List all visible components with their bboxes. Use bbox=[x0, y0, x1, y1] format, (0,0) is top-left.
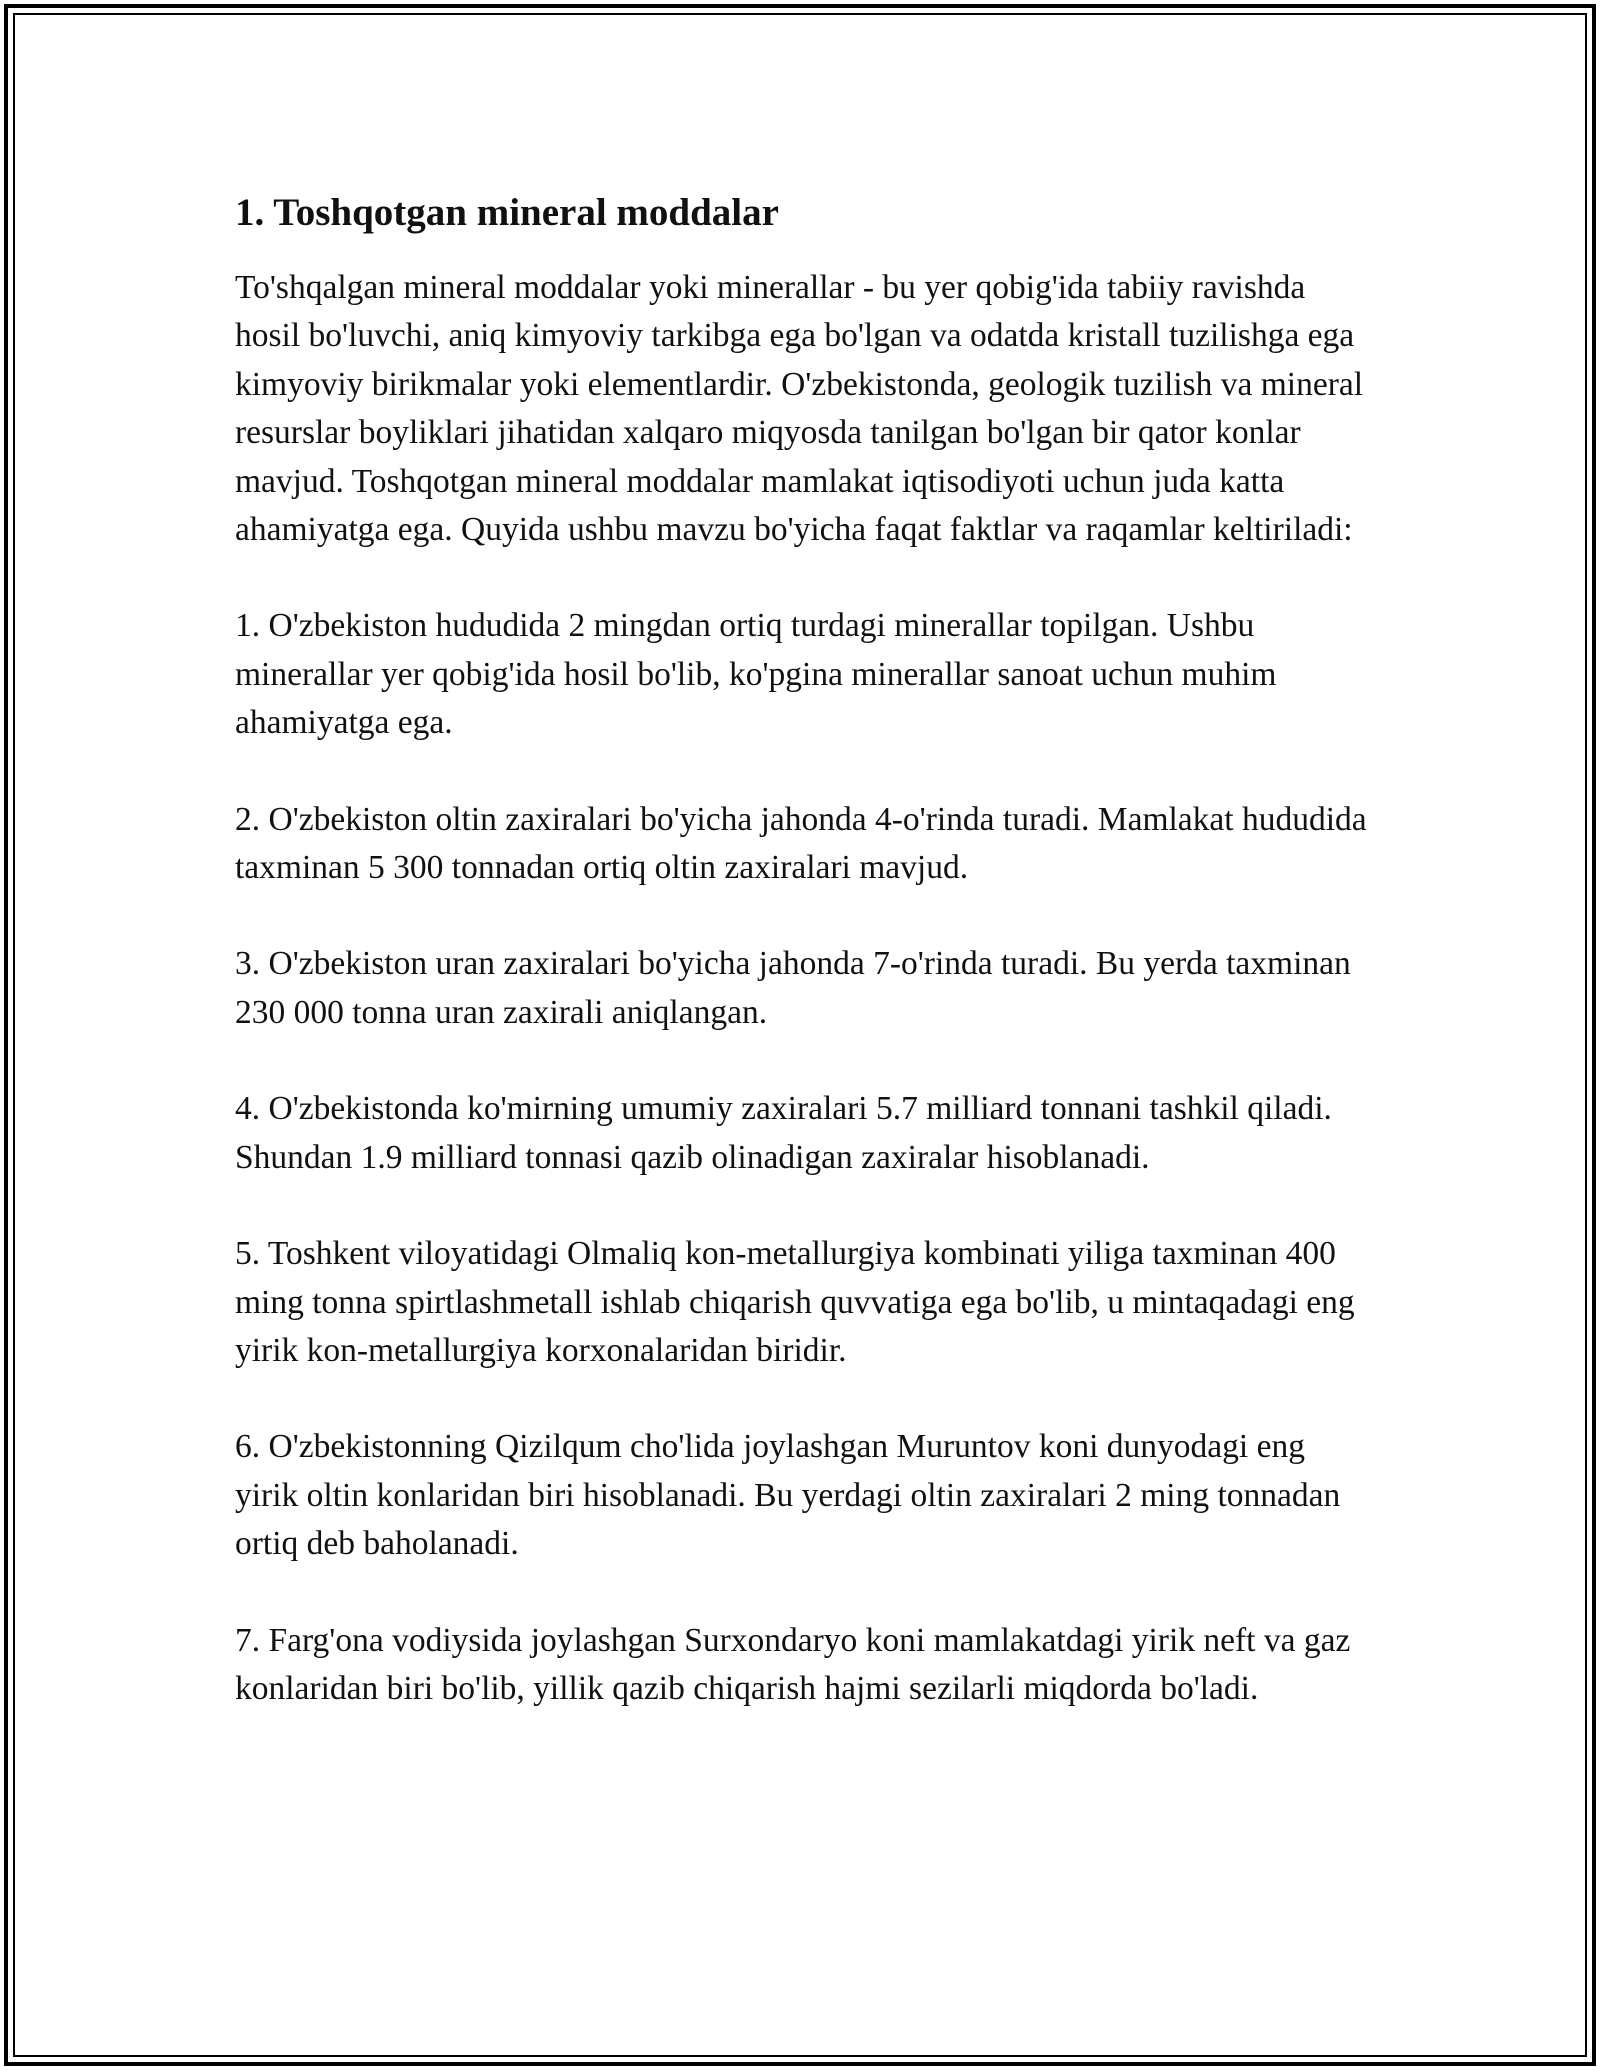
fact-item-7: 7. Farg'ona vodiysida joylashgan Surxondaryo koni mamlakatdagi yirik neft va gaz konlaridan biri bo'lib, yillik qazib chiqarish hajmi sezilarli miqdorda bo'ladi. bbox=[235, 1621, 1351, 1707]
fact-item-6: 6. O'zbekistonning Qizilqum cho'lida joylashgan Muruntov koni dunyodagi eng yirik oltin konlaridan biri hisoblanadi. Bu yerdagi oltin zaxiralari 2 ming tonnadan ortiq deb baholanadi. bbox=[235, 1428, 1341, 1563]
intro-paragraph: To'shqalgan mineral moddalar yoki minerallar - bu yer qobig'ida tabiiy ravishda hosil bo'luvchi, aniq kimyoviy tarkibga ega bo'lgan va odatda kristall tuzilishga ega kimyoviy birikmalar yoki elementlardir. O'zbekistonda, geologik tuzilish va mineral resurslar boyliklari jihatidan xalqaro miqyosda tanilgan bo'lgan bir qator konlar mavjud. Toshqotgan mineral moddalar mamlakat iqtisodiyoti uchun juda katta ahamiyatga ega. Quyida ushbu mavzu bo'yicha faqat faktlar va raqamlar keltiriladi: bbox=[235, 269, 1364, 549]
document-body bbox=[235, 188, 1375, 1713]
fact-item-3: 3. O'zbekiston uran zaxiralari bo'yicha jahonda 7-o'rinda turadi. Bu yerda taxminan 230 000 tonna uran zaxirali aniqlangan. bbox=[235, 945, 1351, 1031]
fact-item-1: 1. O'zbekiston hududida 2 mingdan ortiq turdagi minerallar topilgan. Ushbu minerallar yer qobig'ida hosil bo'lib, ko'pgina minerallar sanoat uchun muhim ahamiyatga ega. bbox=[235, 607, 1277, 742]
fact-item-4: 4. O'zbekistonda ko'mirning umumiy zaxiralari 5.7 milliard tonnani tashkil qiladi. Shundan 1.9 milliard tonnasi qazib olinadigan zaxiralar hisoblanadi. bbox=[235, 1090, 1332, 1176]
fact-item-2: 2. O'zbekiston oltin zaxiralari bo'yicha jahonda 4-o'rinda turadi. Mamlakat hududida taxminan 5 300 tonnadan ortiq oltin zaxiralari mavjud. bbox=[235, 800, 1367, 887]
document-title: 1. Toshqotgan mineral moddalar bbox=[235, 191, 779, 234]
fact-item-5: 5. Toshkent viloyatidagi Olmaliq kon-metallurgiya kombinati yiliga taxminan 400 ming tonna spirtlashmetall ishlab chiqarish quvvatiga ega bo'lib, u mintaqadagi eng yirik kon-metallurgiya korxonalaridan biridir. bbox=[235, 1235, 1355, 1369]
